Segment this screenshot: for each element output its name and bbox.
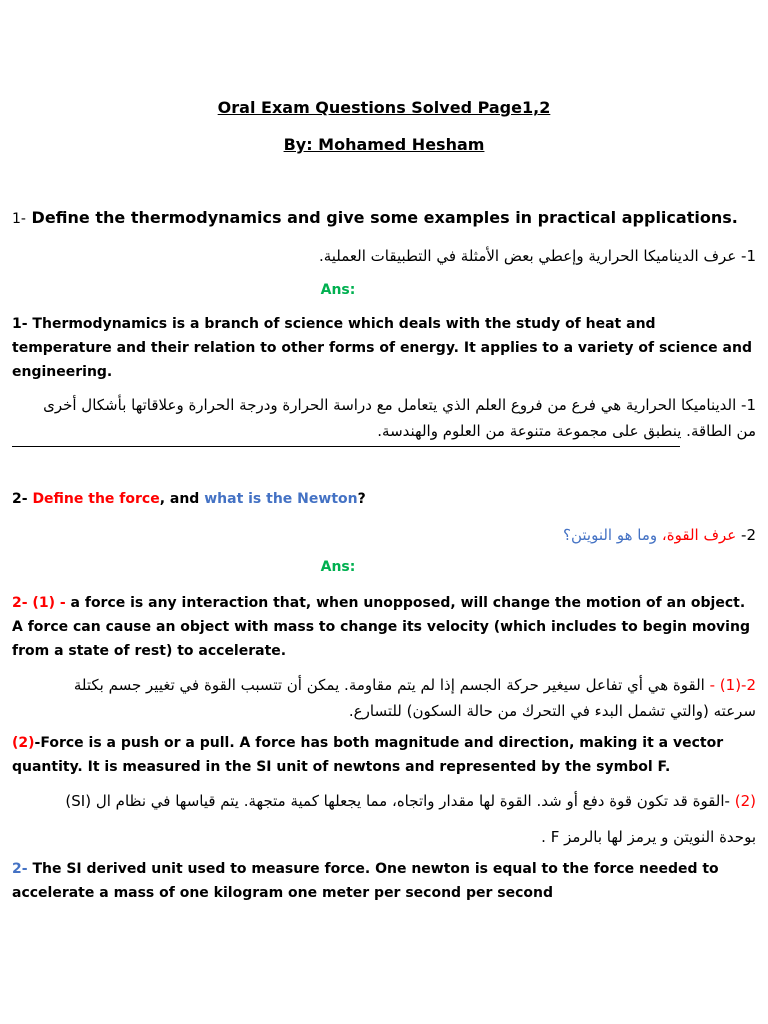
question-2-arabic <box>12 522 756 548</box>
answer-2-3-tag: 2- <box>12 861 28 877</box>
answer-2-1-tag: 2- (1) - <box>12 595 66 611</box>
question-1-number: 1- <box>12 211 26 227</box>
document-author: By: Mohamed Hesham <box>283 135 485 154</box>
question-1-arabic: 1- عرف الديناميكا الحرارية وإعطي بعض الأمثلة في التطبيقات العملية. <box>318 247 756 265</box>
question-2-number: 2- <box>12 491 28 507</box>
answer-2-2-ar-text: -القوة قد تكون قوة دفع أو شد. القوة لها مقدار واتجاه، مما يجعلها كمية متجهة. يتم قياسها في نظام ال (SI) <box>65 792 730 810</box>
question-2-connector: , and <box>159 491 205 507</box>
question-2-arabic-red: عرف القوة، <box>661 526 737 544</box>
question-2-arabic-prefix: 2- <box>741 526 756 544</box>
question-1-ans-label: Ans: <box>320 282 356 298</box>
question-1 <box>12 208 758 227</box>
question-1-answer-ar-line1: 1- الديناميكا الحرارية هي فرع من فروع العلم الذي يتعامل مع دراسة الحرارة ودرجة الحرارة وعلاقاتها بأشكال أخرى <box>43 396 756 414</box>
answer-2-1-ar-line1 <box>12 672 756 698</box>
answer-2-2-en <box>12 731 758 779</box>
question-2 <box>12 491 366 507</box>
answer-2-2-text: -Force is a push or a pull. A force has both magnitude and direction, making it a vector quantity. It is measured in the SI unit of newtons and represented by the symbol F. <box>12 735 724 775</box>
question-2-end: ? <box>357 491 366 507</box>
answer-2-2-ar-tag: (2) <box>734 792 756 810</box>
answer-2-2-ar-line2: بوحدة النويتن و يرمز لها بالرمز F . <box>541 828 756 846</box>
answer-2-1-ar-text: القوة هي أي تفاعل سيغير حركة الجسم إذا لم يتم مقاومة. يمكن أن تتسبب القوة في تغيير جسم بكتلة <box>73 676 705 694</box>
question-2-part1: Define the force <box>32 491 160 507</box>
question-1-answer-ar-line2: من الطاقة. ينطبق على مجموعة متنوعة من العلوم والهندسة. <box>377 422 756 440</box>
answer-2-2-tag: (2) <box>12 735 35 751</box>
document-title: Oral Exam Questions Solved Page1,2 <box>217 98 551 117</box>
answer-2-2-ar-line1 <box>12 788 756 814</box>
answer-2-1-ar-line2: سرعته (والتي تشمل البدء في التحرك من حالة السكون) للتسارع. <box>348 702 756 720</box>
question-2-ans-label: Ans: <box>320 559 356 575</box>
answer-2-1-text: a force is any interaction that, when unopposed, will change the motion of an object. A force can cause an object with mass to change its velocity (which includes to begin moving from a state of rest) to accelerate. <box>12 595 750 659</box>
answer-2-3-en <box>12 857 758 905</box>
question-1-text: Define the thermodynamics and give some examples in practical applications. <box>31 208 738 227</box>
section-divider <box>12 446 680 447</box>
question-2-part2: what is the Newton <box>204 491 358 507</box>
answer-2-1-en <box>12 591 758 663</box>
answer-2-3-text: The SI derived unit used to measure force. One newton is equal to the force needed to accelerate a mass of one kilogram one meter per second per second <box>12 861 719 901</box>
question-1-answer-en: 1- Thermodynamics is a branch of science which deals with the study of heat and temperature and their relation to other forms of energy. It applies to a variety of science and engineering. <box>12 316 752 380</box>
answer-2-1-ar-tag: 2-(1) - <box>709 676 756 694</box>
question-2-arabic-blue: وما هو النويتن؟ <box>563 526 658 544</box>
